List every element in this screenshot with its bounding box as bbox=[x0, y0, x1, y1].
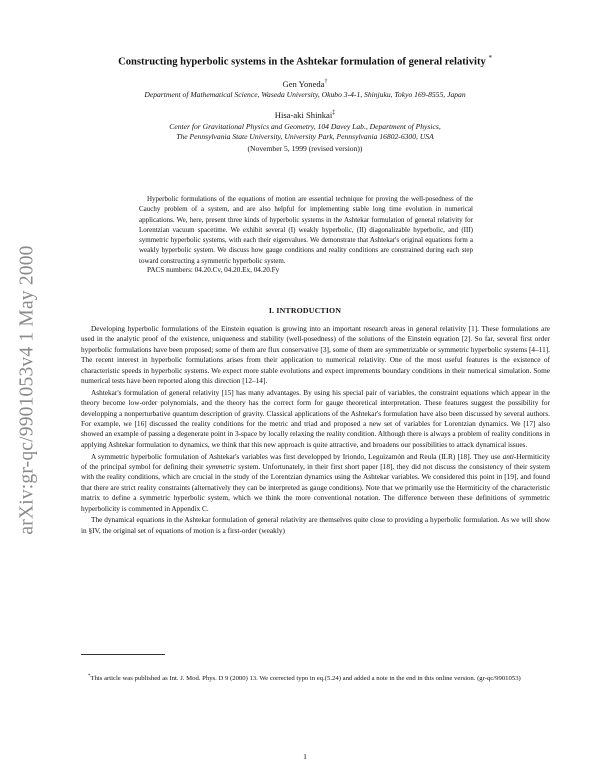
arxiv-identifier: arXiv:gr-qc/9901053v4 1 May 2000 bbox=[17, 245, 39, 535]
arxiv-stamp bbox=[6, 190, 50, 590]
paragraph-text: The dynamical equations in the Ashtekar formulation of general relativity are themselves quite close to providing a hyperbolic formulation. As we will show in §IV, the original set of equations of motion is a first-order (weakly) bbox=[81, 515, 550, 535]
paragraph bbox=[81, 324, 550, 386]
paragraph bbox=[81, 452, 550, 514]
author-2-mark: ‡ bbox=[332, 110, 336, 117]
paragraph-text: Developing hyperbolic formulations of the Einstein equation is growing into an important research areas in general relativity [1]. These formulations are used in the analytic proof of the existence, uniqueness and stability (well-posedness) of the solutions of the Einstein equation [2]. So far, several first order hyperbolic formulations have been proposed; some of them are flux conservative [3], some of them are symmetrizable or symmetric hyperbolic systems [4–11]. The recent interest in hyperbolic formulations arises from their application to numerical relativity. One of the most useful features is the existence of characteristic speeds in hyperbolic systems. We expect more stable evolutions and expect imprements boundary conditions in their numerical simulation. Some numerical tests have been reported along this direction [12–14]. bbox=[81, 324, 550, 386]
affiliation-line: Department of Mathematical Science, Waseda University, Okubo 3-4-1, Shinjuku, Tokyo 169-8555, Japan bbox=[144, 90, 466, 99]
affiliation-line: Center for Gravitational Physics and Geometry, 104 Davey Lab., Department of Physics, bbox=[169, 122, 441, 131]
paragraph-text: system. Unfortunately, in their first short paper [18], they did not discuss the consistency of their system with the reality conditions, which are crucial in the study of the Lorentzian dynamics using the Ashtekar variables. We considered this point in [19], and found that there are strict reality constraints (alternatively they can be interpreted as gauge conditions). Note that we primarily use the Hermiticity of the characteristic matrix to define a symmetric hyperbolic system, which we think the more conventional notation. The difference between these definitions of symmetric hyperbolicity is commented in Appendix C. bbox=[81, 462, 550, 513]
footnote-mark: * bbox=[88, 674, 91, 679]
author-1 bbox=[60, 79, 550, 89]
abstract: Hyperbolic formulations of the equations of motion are essential technique for proving the well-posedness of the Cauchy problem of a system, and are also helpful for implementing stable long time evolution in numerical applications. We, here, present three kinds of hyperbolic systems in the Ashtekar formulation of general relativity for Lorentzian vacuum spacetime. We exhibit several (I) weakly hyperbolic, (II) diagonalizable hyperbolic, and (III) symmetric hyperbolic systems, with each their eigenvalues. We demonstrate that Ashtekar's original equations form a weakly hyperbolic system. We discuss how gauge conditions and reality conditions are constrained during each step toward constructing a symmetric hyperbolic system. bbox=[139, 195, 473, 265]
title-text: Constructing hyperbolic systems in the Ashtekar formulation of general relativity bbox=[118, 56, 486, 68]
author-2 bbox=[60, 110, 550, 120]
footnote-divider bbox=[81, 654, 165, 655]
date-line: (November 5, 1999 (revised version)) bbox=[247, 144, 363, 153]
paragraph bbox=[81, 515, 550, 536]
emphasis: symmetric bbox=[205, 462, 236, 472]
footnote bbox=[81, 672, 550, 684]
emphasis: anti bbox=[502, 451, 514, 461]
paragraph-text: -Hermiticity of the principal symbol for defining their bbox=[81, 451, 550, 472]
affiliation-line: The Pennsylvania State University, University Park, Pennsylvania 16802-6300, USA bbox=[176, 132, 434, 142]
author-1-name: Gen Yoneda bbox=[282, 79, 325, 89]
author-2-name: Hisa-aki Shinkai bbox=[274, 110, 333, 120]
page-number: 1 bbox=[303, 752, 307, 761]
paper-title bbox=[60, 54, 550, 68]
paragraph-text: Ashtekar's formulation of general relativity [15] has many advantages. By using his special pair of variables, the constraint equations which appear in the theory become low-order polynomials, and the theory has the correct form for gauge theoretical interpretation. These features suggest the possibility for developping a nonperturbative quantum description of gravity. Classical applications of the Ashtekar's formulation have also been discussed by several authors. For example, we [16] discussed the reality conditions for the metric and triad and proposed a new set of variables for Lorentzian dynamics. We [17] also showed an example of passing a degenerate point in 3-space by locally relaxing the reality condition. Although there is always a problem of reality conditions in applying Ashtekar formulation to dynamics, we think that this new approach is quite attractive, and broadens our possibilities to attack dynamical issues. bbox=[81, 387, 550, 449]
pacs-numbers: PACS numbers: 04.20.Cv, 04.20.Ex, 04.20.Fy bbox=[147, 266, 280, 274]
author-1-affiliation bbox=[70, 90, 540, 100]
footnote-text: This article was published as Int. J. Mod. Phys. D 9 (2000) 13. We corrected typo in eq.(5.24) and added a note in the end in this online version. (gr-qc/9901053) bbox=[90, 675, 521, 683]
title-footnote-mark: * bbox=[488, 54, 492, 62]
section-heading-introduction: I. INTRODUCTION bbox=[268, 306, 342, 315]
body-text bbox=[81, 324, 550, 538]
author-2-affiliation bbox=[70, 122, 540, 143]
paragraph-text: A symmetric hyperbolic formulation of Ashtekar's variables was first developped by Iriondo, Leguizamón and Reula (ILR) [18]. They use bbox=[91, 451, 503, 461]
paragraph bbox=[81, 388, 550, 450]
author-1-mark: † bbox=[324, 79, 328, 86]
